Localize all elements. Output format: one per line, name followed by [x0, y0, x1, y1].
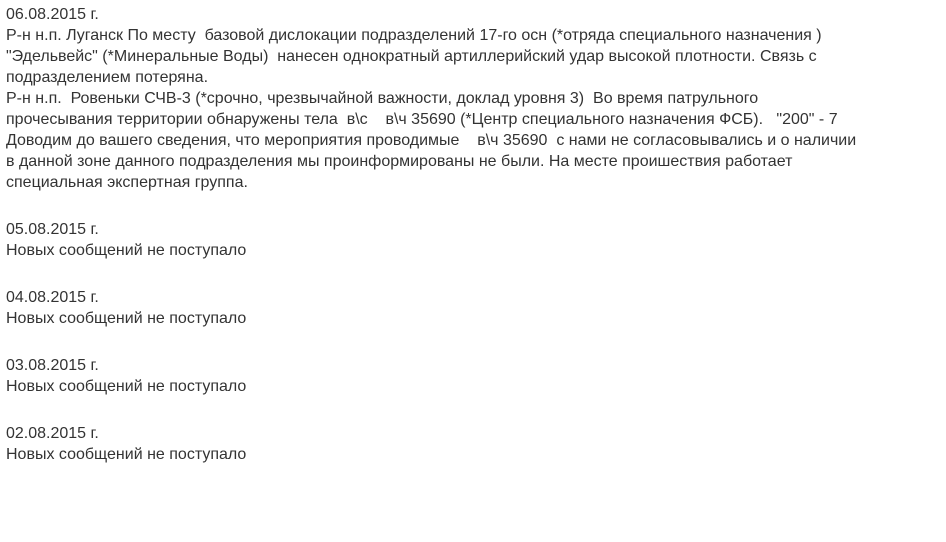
entry-text-line: "Эдельвейс" (*Минеральные Воды) нанесен однократный артиллерийский удар высокой плотности. Связь с: [6, 48, 817, 65]
entry-date: 02.08.2015 г.: [6, 425, 99, 442]
report-entry: [6, 287, 940, 329]
entry-text-line: в данной зоне данного подразделения мы проинформированы не были. На месте проишествия работает: [6, 153, 793, 170]
entry-text-line: Новых сообщений не поступало: [6, 242, 247, 259]
entry-date: 04.08.2015 г.: [6, 289, 99, 306]
entry-text-line: Р-н н.п. Ровеньки СЧВ-3 (*срочно, чрезвычайной важности, доклад уровня 3) Во время патрульного: [6, 90, 759, 107]
entry-text-line: Новых сообщений не поступало: [6, 310, 247, 327]
entry-date: 03.08.2015 г.: [6, 357, 99, 374]
entry-date: 05.08.2015 г.: [6, 221, 99, 238]
entry-text-line: Новых сообщений не поступало: [6, 378, 247, 395]
report-entry: [6, 4, 940, 193]
entry-text-line: прочесывания территории обнаружены тела в\с в\ч 35690 (*Центр специального назначения ФСБ). "200" - 7: [6, 111, 838, 128]
report-entry: [6, 423, 940, 465]
entry-text-line: Доводим до вашего сведения, что мероприятия проводимые в\ч 35690 с нами не согласовывались и о наличии: [6, 132, 857, 149]
report-entry: [6, 219, 940, 261]
report-entry: [6, 355, 940, 397]
entry-text-line: Новых сообщений не поступало: [6, 446, 247, 463]
entry-date: 06.08.2015 г.: [6, 6, 99, 23]
entry-text-line: подразделением потеряна.: [6, 69, 209, 86]
entry-text-line: специальная экспертная группа.: [6, 174, 248, 191]
entry-text-line: Р-н н.п. Луганск По месту базовой дислокации подразделений 17-го осн (*отряда специального назначения ): [6, 27, 822, 44]
